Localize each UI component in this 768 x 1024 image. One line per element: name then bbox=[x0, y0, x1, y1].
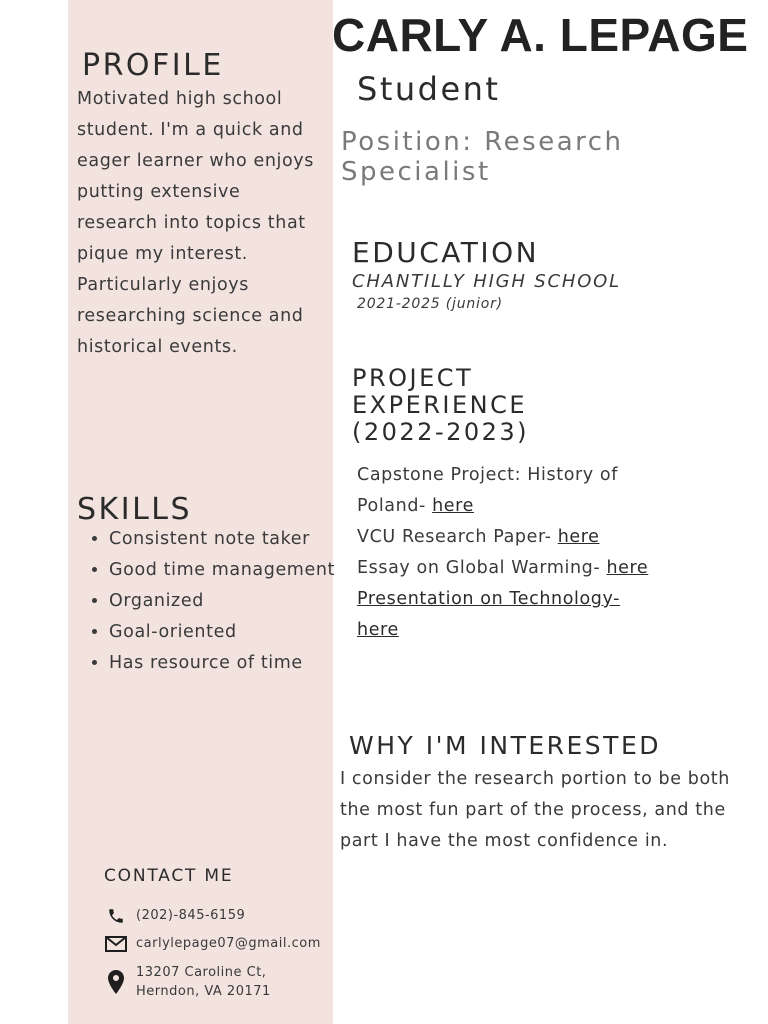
project-link[interactable]: here bbox=[557, 527, 600, 547]
profile-heading: PROFILE bbox=[82, 48, 224, 83]
projects-heading: PROJECT EXPERIENCE (2022-2023) bbox=[352, 364, 530, 446]
contact-phone-row bbox=[104, 906, 245, 926]
project-item bbox=[357, 522, 657, 553]
phone-icon bbox=[104, 906, 128, 926]
project-item bbox=[357, 584, 657, 646]
project-list bbox=[357, 460, 657, 646]
contact-address-row bbox=[104, 963, 271, 1001]
skills-list bbox=[77, 524, 359, 679]
project-item-text: VCU Research Paper- bbox=[357, 527, 558, 547]
skill-item: • Has resource of time bbox=[109, 648, 359, 679]
address-line-2: Herndon, VA 20171 bbox=[136, 984, 271, 999]
contact-phone[interactable]: (202)-845-6159 bbox=[136, 908, 246, 923]
contact-email-row bbox=[104, 934, 321, 954]
skill-item: • Goal-oriented bbox=[109, 617, 359, 648]
candidate-role: Student bbox=[357, 70, 501, 108]
project-link[interactable]: here bbox=[432, 496, 474, 516]
skills-heading: SKILLS bbox=[77, 492, 193, 527]
education-heading: EDUCATION bbox=[352, 236, 540, 269]
school-name: CHANTILLY HIGH SCHOOL bbox=[352, 271, 621, 292]
school-years: 2021-2025 (junior) bbox=[357, 296, 503, 312]
project-link[interactable]: here bbox=[606, 558, 649, 578]
profile-text: Motivated high school student. I'm a quick and eager learner who enjoys putting extensive research into topics that pique my interest. Particularly enjoys researching science and historical events. bbox=[77, 89, 314, 357]
why-text: I consider the research portion to be both the most fun part of the process, and the part I have the most confidence in. bbox=[340, 769, 730, 851]
why-heading: WHY I'M INTERESTED bbox=[349, 731, 661, 760]
contact-address bbox=[136, 963, 271, 1001]
skill-item: • Organized bbox=[109, 586, 359, 617]
skill-item: • Good time management bbox=[109, 555, 359, 586]
address-line-1: 13207 Caroline Ct, bbox=[136, 965, 267, 980]
location-pin-icon bbox=[104, 963, 128, 1001]
contact-email[interactable]: carlylepage07@gmail.com bbox=[136, 936, 321, 951]
project-item bbox=[357, 553, 657, 584]
project-item-text: Essay on Global Warming- bbox=[357, 558, 607, 578]
project-item-text: Capstone Project: History of Poland- bbox=[357, 465, 618, 516]
project-link[interactable]: Presentation on Technology- here bbox=[357, 589, 621, 640]
candidate-name: CARLY A. LEPAGE bbox=[332, 9, 749, 61]
contact-heading: CONTACT ME bbox=[104, 866, 234, 886]
project-item bbox=[357, 460, 657, 522]
position-title: Position: Research Specialist bbox=[341, 127, 624, 187]
mail-icon bbox=[104, 934, 128, 954]
skill-item: • Consistent note taker bbox=[109, 524, 359, 555]
